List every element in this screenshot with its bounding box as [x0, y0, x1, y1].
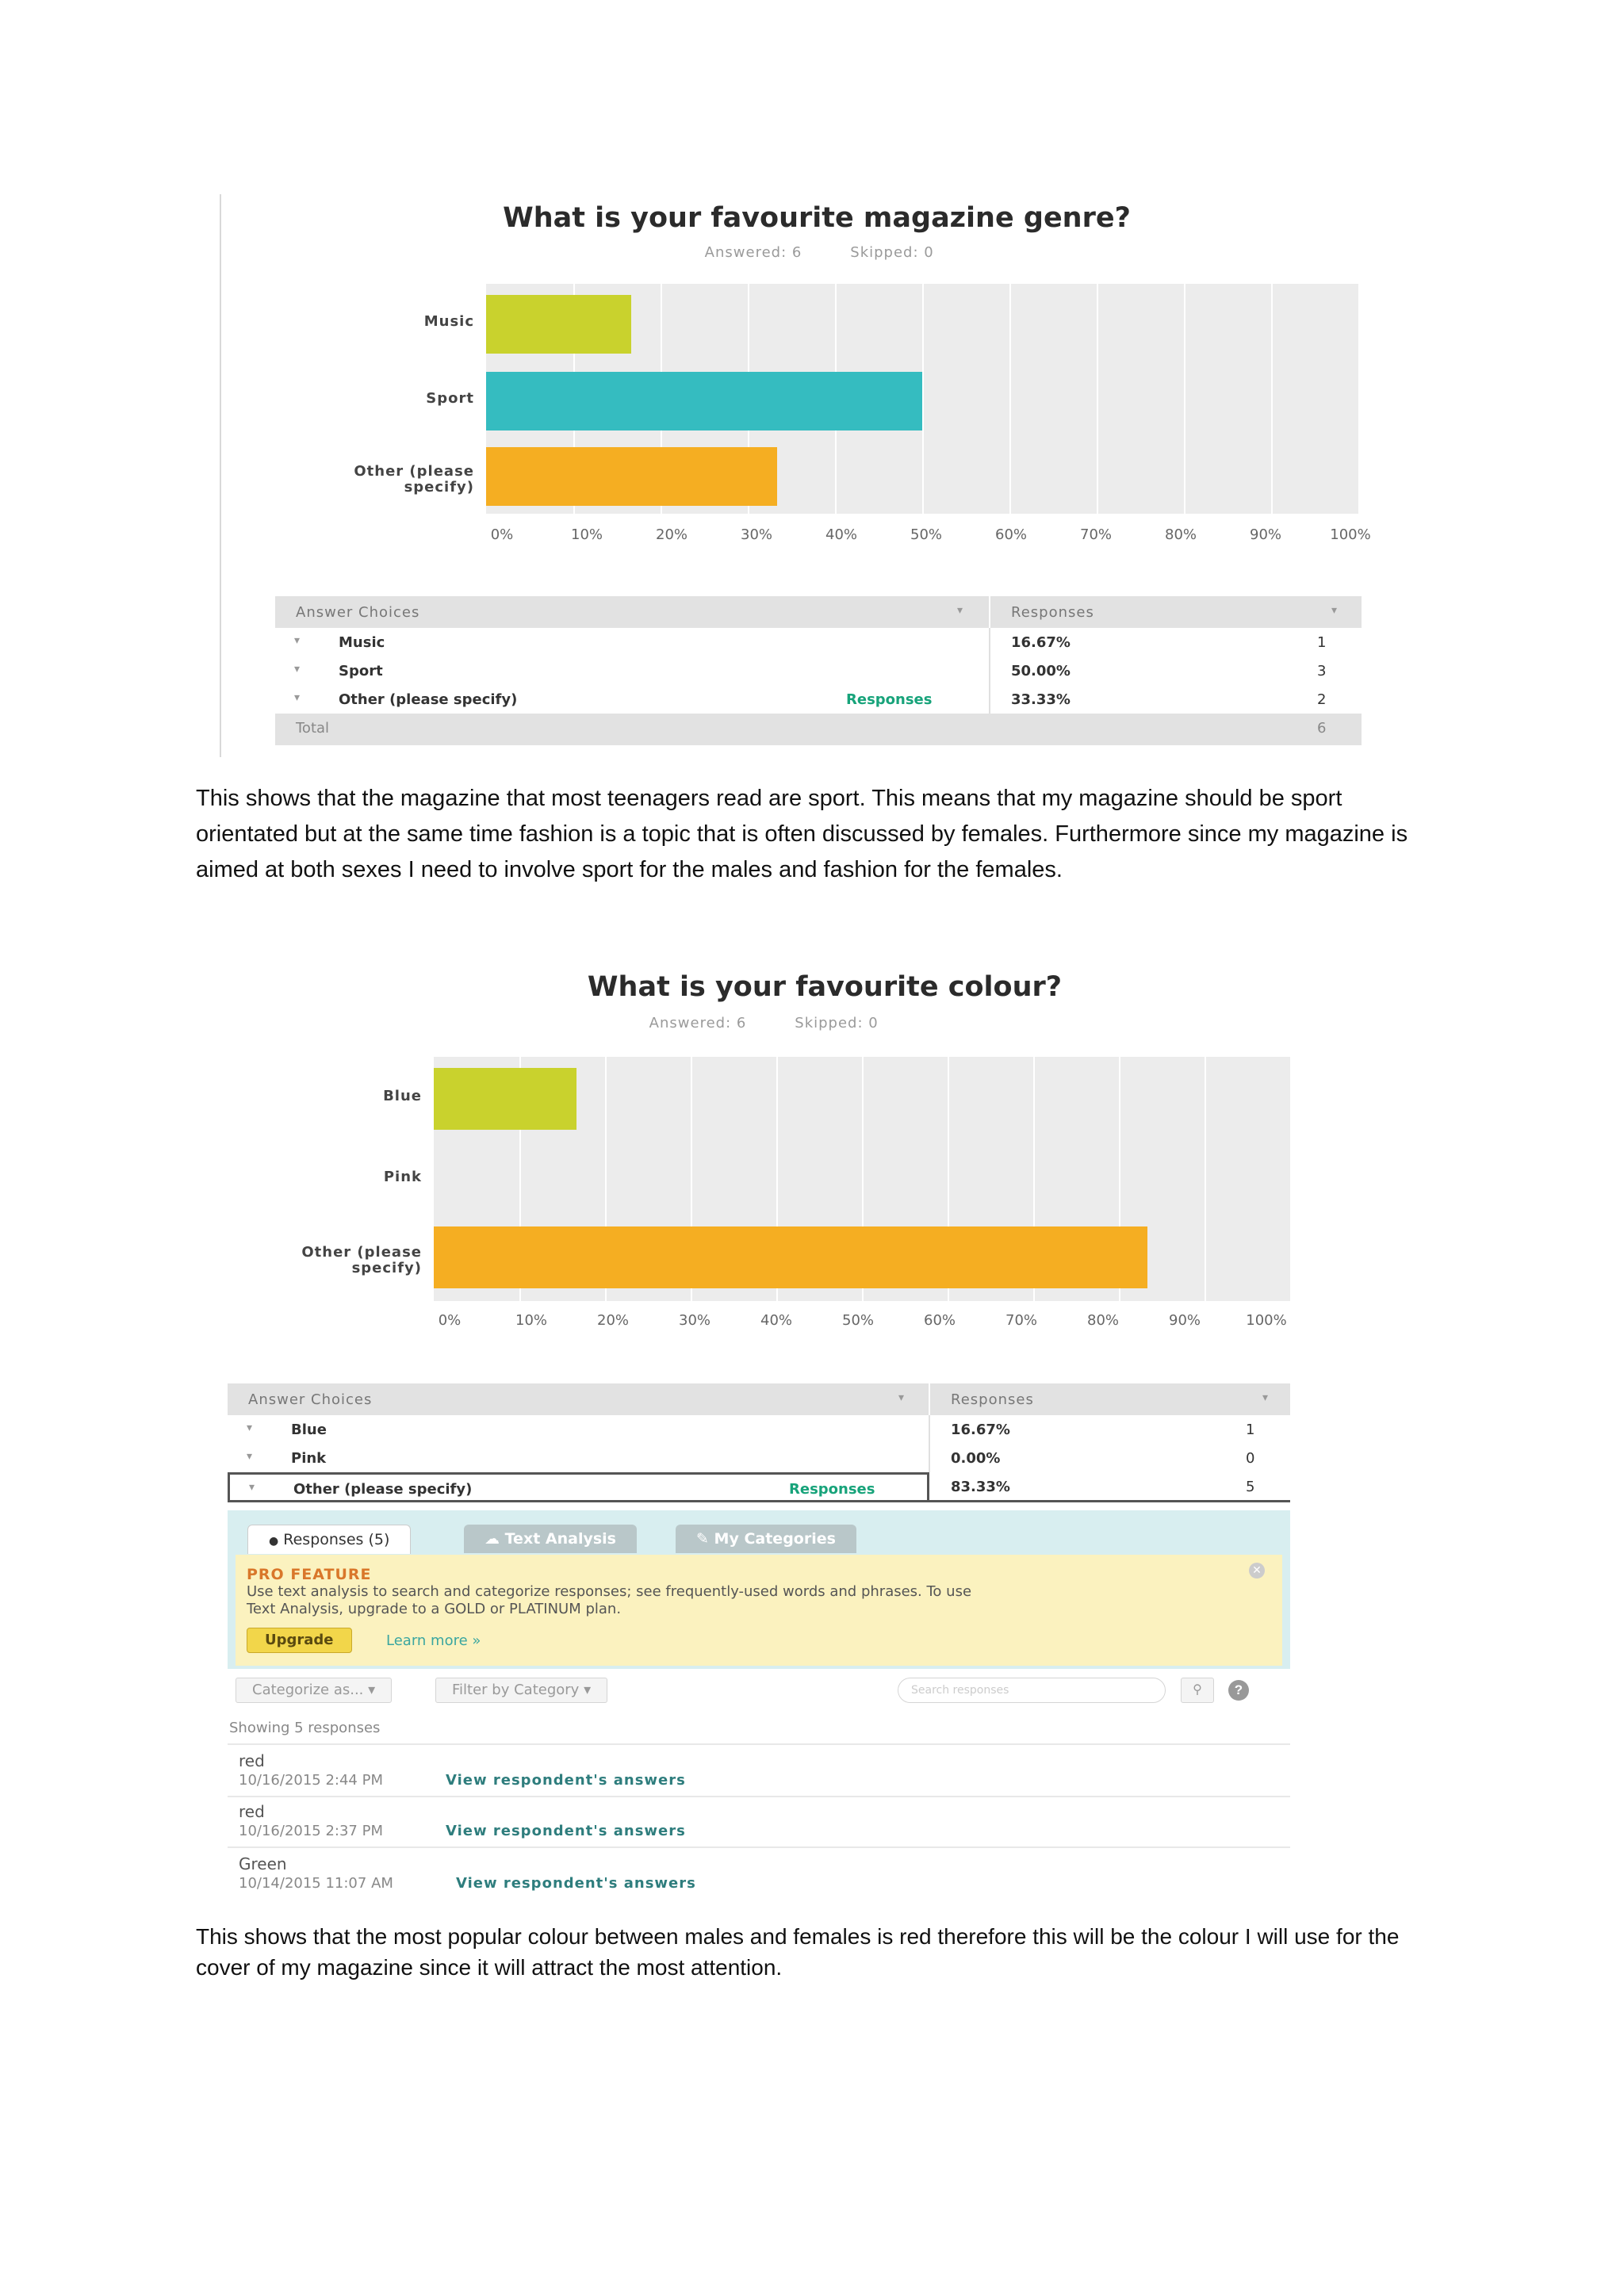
response-item: [228, 1796, 1290, 1848]
response-text: red: [239, 1802, 265, 1821]
tab-my-categories-label: My Categories: [714, 1530, 836, 1548]
pro-feature-title: PRO FEATURE: [247, 1566, 372, 1583]
expand-caret-icon[interactable]: ▾: [294, 634, 301, 647]
sort-caret-icon[interactable]: ▾: [957, 604, 963, 617]
answer-count: 1: [1317, 634, 1327, 651]
table-row-value: [929, 1472, 1290, 1502]
tab-text-analysis-label: Text Analysis: [504, 1530, 616, 1548]
help-icon[interactable]: ?: [1228, 1680, 1249, 1701]
x-tick-label: 50%: [910, 526, 943, 543]
chart2-title: What is your favourite colour?: [587, 971, 1063, 1003]
chart2-answered: Answered: 6: [649, 1015, 747, 1031]
upgrade-button[interactable]: Upgrade: [247, 1628, 352, 1653]
bar[interactable]: [486, 295, 631, 354]
x-tick-label: 0%: [438, 1312, 462, 1329]
expand-caret-icon[interactable]: ▾: [247, 1450, 253, 1463]
chart2-skipped: Skipped: 0: [795, 1015, 879, 1031]
x-tick-label: 80%: [1086, 1312, 1120, 1329]
chart1-answer-table: [275, 596, 1362, 747]
x-tick-label: 20%: [655, 526, 688, 543]
sort-caret-icon[interactable]: ▾: [1331, 604, 1338, 617]
x-tick-label: 80%: [1164, 526, 1197, 543]
chart1-category-label: Music: [423, 313, 474, 330]
sort-caret-icon[interactable]: ▾: [1262, 1391, 1269, 1404]
x-tick-label: 60%: [994, 526, 1028, 543]
chart2-category-label: Other (please specify): [301, 1244, 422, 1276]
left-border-line: [220, 194, 221, 757]
table-row: [228, 1415, 1290, 1445]
view-answers-link[interactable]: View respondent's answers: [446, 1823, 686, 1839]
tab-responses-label: Responses (5): [283, 1531, 390, 1548]
expand-caret-icon[interactable]: ▾: [294, 691, 301, 704]
answer-percent: 16.67%: [951, 1422, 1010, 1438]
gridline: [1097, 284, 1098, 514]
tab-text-analysis[interactable]: [464, 1525, 637, 1553]
table-header: [228, 1383, 1290, 1415]
chart2-category-label: Blue: [383, 1088, 422, 1104]
response-date: 10/16/2015 2:44 PM: [239, 1772, 383, 1789]
answer-choices-header[interactable]: Answer Choices: [248, 1391, 373, 1408]
sort-caret-icon[interactable]: ▾: [898, 1391, 905, 1404]
answer-label: Other (please specify): [339, 691, 518, 708]
response-text: red: [239, 1751, 265, 1770]
analysis-paragraph-2: This shows that the most popular colour between males and females is red therefore this will be the colour I will use for the cover of my magazine since it will attract the most attention.: [196, 1924, 1400, 1980]
bar[interactable]: [486, 447, 777, 506]
categorize-dropdown[interactable]: Categorize as... ▾: [236, 1678, 392, 1703]
search-icon[interactable]: ⚲: [1181, 1678, 1214, 1703]
gridline: [1009, 284, 1011, 514]
responses-header[interactable]: Responses: [951, 1391, 1034, 1408]
chart2-plot-area: [434, 1057, 1290, 1301]
chart1-skipped: Skipped: 0: [850, 244, 934, 261]
table-total-row: [275, 714, 1362, 745]
answer-label: Sport: [339, 663, 383, 679]
x-tick-label: 100%: [1246, 1312, 1287, 1329]
bar[interactable]: [434, 1068, 576, 1130]
bar[interactable]: [486, 372, 922, 430]
x-tick-label: 90%: [1249, 526, 1282, 543]
x-tick-label: 70%: [1079, 526, 1113, 543]
x-tick-label: 50%: [841, 1312, 875, 1329]
expand-caret-icon[interactable]: ▾: [294, 663, 301, 675]
gridline: [1205, 1057, 1206, 1301]
responses-link[interactable]: Responses: [846, 691, 933, 708]
x-tick-label: 60%: [923, 1312, 956, 1329]
tag-icon: ✎: [696, 1530, 709, 1548]
close-icon[interactable]: ✕: [1249, 1563, 1265, 1578]
response-item: [228, 1848, 1290, 1897]
answer-percent: 50.00%: [1011, 663, 1071, 679]
answer-count: 1: [1246, 1422, 1255, 1438]
responses-list: [228, 1712, 1290, 1897]
chat-bubble-icon: ●: [269, 1535, 279, 1548]
filter-category-dropdown[interactable]: Filter by Category ▾: [435, 1678, 607, 1703]
chart1-x-axis: [490, 526, 1371, 547]
showing-count: Showing 5 responses: [229, 1720, 381, 1736]
search-input[interactable]: Search responses: [898, 1678, 1166, 1703]
x-tick-label: 10%: [570, 526, 603, 543]
total-value: 6: [1317, 720, 1327, 737]
answer-label: Pink: [291, 1450, 327, 1467]
x-tick-label: 20%: [596, 1312, 630, 1329]
pro-feature-text: Use text analysis to search and categorize responses; see frequently-used words and phrases. To use: [247, 1583, 972, 1600]
answer-percent: 16.67%: [1011, 634, 1071, 651]
response-date: 10/14/2015 11:07 AM: [239, 1875, 393, 1892]
chart1-plot-area: [486, 284, 1358, 514]
table-row: [275, 628, 1362, 658]
chart1-title: What is your favourite magazine genre?: [503, 202, 1131, 234]
chart2-x-axis: [438, 1312, 1287, 1333]
table-header: [275, 596, 1362, 628]
answer-percent: 0.00%: [951, 1450, 1001, 1467]
expand-caret-icon[interactable]: ▾: [249, 1481, 255, 1494]
answer-percent: 83.33%: [951, 1479, 1010, 1495]
chart2-answer-table: [228, 1383, 1290, 1502]
view-answers-link[interactable]: View respondent's answers: [446, 1772, 686, 1789]
x-tick-label: 0%: [490, 526, 514, 543]
table-row-selected[interactable]: [228, 1472, 929, 1502]
cloud-icon: ☁: [485, 1530, 500, 1548]
answer-count: 0: [1246, 1450, 1255, 1467]
view-answers-link[interactable]: View respondent's answers: [456, 1875, 696, 1892]
response-text: Green: [239, 1854, 287, 1873]
responses-header[interactable]: Responses: [1011, 604, 1094, 621]
response-date: 10/16/2015 2:37 PM: [239, 1823, 383, 1839]
filter-bar: [228, 1669, 1290, 1712]
table-row: [228, 1444, 1290, 1474]
table-row: [275, 685, 1362, 715]
x-tick-label: 30%: [740, 526, 773, 543]
chevron-down-icon: ▾: [368, 1682, 376, 1698]
learn-more-link[interactable]: Learn more »: [386, 1632, 481, 1649]
tab-responses[interactable]: [247, 1525, 411, 1554]
tab-my-categories[interactable]: [676, 1525, 856, 1553]
bar[interactable]: [434, 1226, 1147, 1288]
answer-count: 3: [1317, 663, 1327, 679]
x-tick-label: 70%: [1005, 1312, 1038, 1329]
x-tick-label: 90%: [1168, 1312, 1201, 1329]
total-label: Total: [296, 720, 330, 737]
responses-link[interactable]: Responses: [789, 1481, 875, 1498]
gridline: [1184, 284, 1185, 514]
answer-percent: 33.33%: [1011, 691, 1071, 708]
responses-panel: [228, 1510, 1290, 1897]
x-tick-label: 30%: [678, 1312, 711, 1329]
answer-choices-header[interactable]: Answer Choices: [296, 604, 420, 621]
chart2-category-label: Pink: [383, 1169, 422, 1185]
x-tick-label: 100%: [1330, 526, 1371, 543]
chevron-down-icon: ▾: [584, 1682, 592, 1698]
response-item: [228, 1743, 1290, 1797]
chart1-answered: Answered: 6: [704, 244, 802, 261]
chart1-category-label: Sport: [426, 390, 474, 407]
x-tick-label: 40%: [825, 526, 858, 543]
gridline: [1271, 284, 1273, 514]
analysis-paragraph-1: This shows that the magazine that most teenagers read are sport. This means that my magazine should be sport orientated but at the same time fashion is a topic that is often discussed by females. Furthermore since my magazine is aimed at both sexes I need to involve sport for the males and fashion for the females.: [196, 786, 1408, 882]
table-row: [275, 656, 1362, 687]
answer-count: 5: [1246, 1479, 1255, 1495]
answer-label: Other (please specify): [293, 1481, 473, 1498]
x-tick-label: 10%: [515, 1312, 548, 1329]
gridline: [922, 284, 924, 514]
answer-count: 2: [1317, 691, 1327, 708]
pro-feature-banner: [236, 1555, 1282, 1666]
answer-label: Blue: [291, 1422, 327, 1438]
pro-feature-text: Text Analysis, upgrade to a GOLD or PLATINUM plan.: [247, 1601, 622, 1617]
x-tick-label: 40%: [760, 1312, 793, 1329]
expand-caret-icon[interactable]: ▾: [247, 1422, 253, 1434]
answer-label: Music: [339, 634, 385, 651]
chart1-category-label: Other (please specify): [354, 463, 474, 496]
